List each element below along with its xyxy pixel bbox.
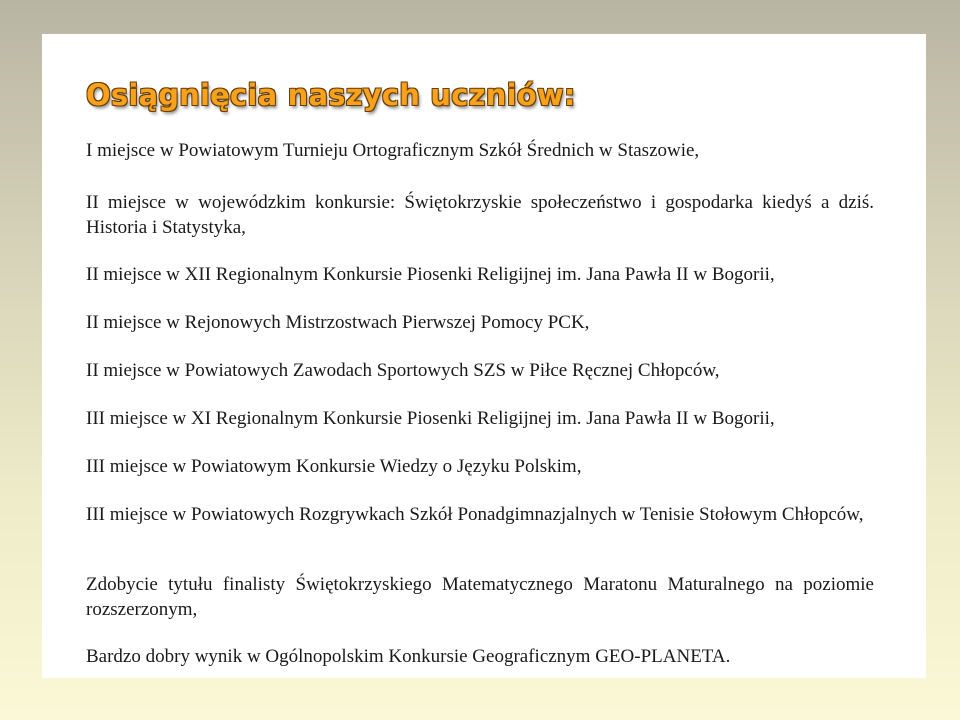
slide-title: Osiągnięcia naszych uczniów: (86, 78, 576, 112)
achievement-item: Bardzo dobry wynik w Ogólnopolskim Konkursie Geograficznym GEO-PLANETA. (86, 646, 731, 667)
achievement-item: Zdobycie tytułu finalisty Świętokrzyskiego Matematycznego Maratonu Maturalnego na poziomie rozszerzonym, (86, 574, 874, 620)
achievement-item: II miejsce w Powiatowych Zawodach Sportowych SZS w Piłce Ręcznej Chłopców, (86, 360, 720, 381)
achievement-item: III miejsce w Powiatowych Rozgrywkach Szkół Ponadgimnazjalnych w Tenisie Stołowym Chłopców, (86, 504, 864, 525)
achievement-item: I miejsce w Powiatowym Turnieju Ortograficznym Szkół Średnich w Staszowie, (86, 140, 700, 161)
achievement-item: III miejsce w XI Regionalnym Konkursie Piosenki Religijnej im. Jana Pawła II w Bogorii, (86, 408, 775, 429)
slide-panel (42, 34, 926, 678)
achievement-item: II miejsce w XII Regionalnym Konkursie Piosenki Religijnej im. Jana Pawła II w Bogorii, (86, 264, 775, 285)
achievement-item: III miejsce w Powiatowym Konkursie Wiedzy o Języku Polskim, (86, 456, 582, 477)
achievement-item: II miejsce w Rejonowych Mistrzostwach Pierwszej Pomocy PCK, (86, 312, 590, 333)
achievement-item: II miejsce w wojewódzkim konkursie: Świętokrzyskie społeczeństwo i gospodarka kiedyś a dziś. Historia i Statystyka, (86, 192, 874, 238)
